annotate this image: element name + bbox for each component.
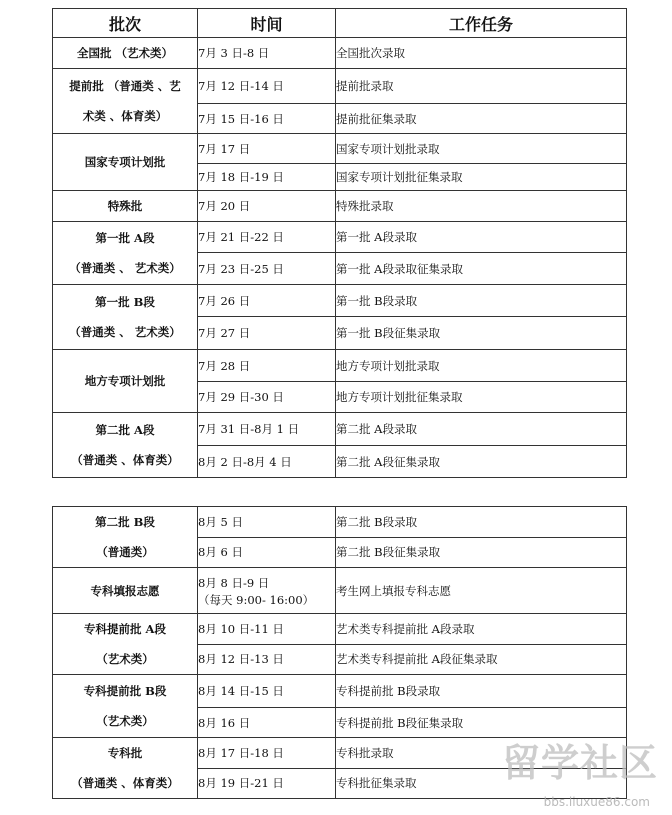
time-cell: 7月 20 日 (198, 191, 336, 222)
task-cell: 特殊批录取 (336, 191, 627, 222)
task-cell: 专科提前批 B段录取 (336, 675, 627, 708)
task-cell: 艺术类专科提前批 A段录取 (336, 614, 627, 645)
table-row (53, 69, 627, 104)
batch-cell: 专科提前批 B段 （艺术类） (53, 675, 198, 738)
batch-cell: 全国批 （艺术类） (53, 38, 198, 69)
table-row (53, 568, 627, 614)
task-cell: 全国批次录取 (336, 38, 627, 69)
time-cell: 8月 14 日-15 日 (198, 675, 336, 708)
task-cell: 国家专项计划批录取 (336, 134, 627, 164)
task-cell: 提前批录取 (336, 69, 627, 104)
time-cell: 7月 28 日 (198, 350, 336, 382)
batch-cell: 专科批 （普通类 、体育类） (53, 738, 198, 799)
task-cell: 第二批 A段征集录取 (336, 446, 627, 478)
header-task: 工作任务 (336, 9, 627, 38)
table-row (53, 675, 627, 708)
batch-cell: 专科提前批 A段 （艺术类） (53, 614, 198, 675)
time-cell: 8月 16 日 (198, 708, 336, 738)
batch-cell: 国家专项计划批 (53, 134, 198, 191)
batch-cell: 第二批 B段 （普通类） (53, 507, 198, 568)
table-row (53, 191, 627, 222)
time-cell: 7月 21 日-22 日 (198, 222, 336, 253)
time-cell: 7月 31 日-8月 1 日 (198, 413, 336, 446)
time-cell: 7月 15 日-16 日 (198, 104, 336, 134)
time-cell: 7月 23 日-25 日 (198, 253, 336, 285)
table-row (53, 134, 627, 164)
time-cell: 7月 12 日-14 日 (198, 69, 336, 104)
task-cell: 专科提前批 B段征集录取 (336, 708, 627, 738)
task-cell: 考生网上填报专科志愿 (336, 568, 627, 614)
time-cell: 7月 3 日-8 日 (198, 38, 336, 69)
task-cell: 专科批征集录取 (336, 768, 627, 799)
time-cell: 7月 18 日-19 日 (198, 164, 336, 191)
batch-cell: 第一批 B段 （普通类 、 艺术类） (53, 285, 198, 350)
time-cell: 8月 6 日 (198, 537, 336, 568)
batch-cell: 专科填报志愿 (53, 568, 198, 614)
watermark-url: bbs.liuxue86.com (543, 795, 650, 809)
task-cell: 国家专项计划批征集录取 (336, 164, 627, 191)
time-cell: 7月 26 日 (198, 285, 336, 317)
task-cell: 地方专项计划批录取 (336, 350, 627, 382)
watermark-logo: 留学社区 (501, 741, 658, 785)
task-cell: 第二批 B段录取 (336, 507, 627, 538)
time-cell: 8月 2 日-8月 4 日 (198, 446, 336, 478)
task-cell: 提前批征集录取 (336, 104, 627, 134)
task-cell: 第一批 B段录取 (336, 285, 627, 317)
time-cell: 8月 5 日 (198, 507, 336, 538)
batch-cell: 地方专项计划批 (53, 350, 198, 413)
time-cell: 8月 10 日-11 日 (198, 614, 336, 645)
task-cell: 第一批 B段征集录取 (336, 317, 627, 350)
table-row (53, 38, 627, 69)
batch-cell: 提前批 （普通类 、艺 术类 、体育类） (53, 69, 198, 134)
table-row (53, 285, 627, 317)
task-cell: 专科批录取 (336, 738, 627, 769)
batch-cell: 第一批 A段 （普通类 、 艺术类） (53, 222, 198, 285)
time-cell: 8月 17 日-18 日 (198, 738, 336, 769)
time-cell: 7月 17 日 (198, 134, 336, 164)
task-cell: 第一批 A段录取征集录取 (336, 253, 627, 285)
task-cell: 第二批 A段录取 (336, 413, 627, 446)
time-cell: 8月 12 日-13 日 (198, 644, 336, 675)
task-cell: 第一批 A段录取 (336, 222, 627, 253)
batch-cell: 特殊批 (53, 191, 198, 222)
time-cell: 7月 27 日 (198, 317, 336, 350)
table-row (53, 507, 627, 538)
table-header-row (53, 9, 627, 38)
table-row (53, 413, 627, 446)
task-cell: 艺术类专科提前批 A段征集录取 (336, 644, 627, 675)
table-row (53, 614, 627, 645)
task-cell: 地方专项计划批征集录取 (336, 382, 627, 413)
header-time: 时间 (198, 9, 336, 38)
batch-cell: 第二批 A段 （普通类 、体育类） (53, 413, 198, 478)
time-cell: 8月 19 日-21 日 (198, 768, 336, 799)
table-row (53, 222, 627, 253)
table-row (53, 350, 627, 382)
task-cell: 第二批 B段征集录取 (336, 537, 627, 568)
time-cell: 8月 8 日-9 日 （每天 9:00- 16:00） (198, 568, 336, 614)
schedule-table-part1 (52, 8, 627, 478)
time-cell: 7月 29 日-30 日 (198, 382, 336, 413)
header-batch: 批次 (53, 9, 198, 38)
